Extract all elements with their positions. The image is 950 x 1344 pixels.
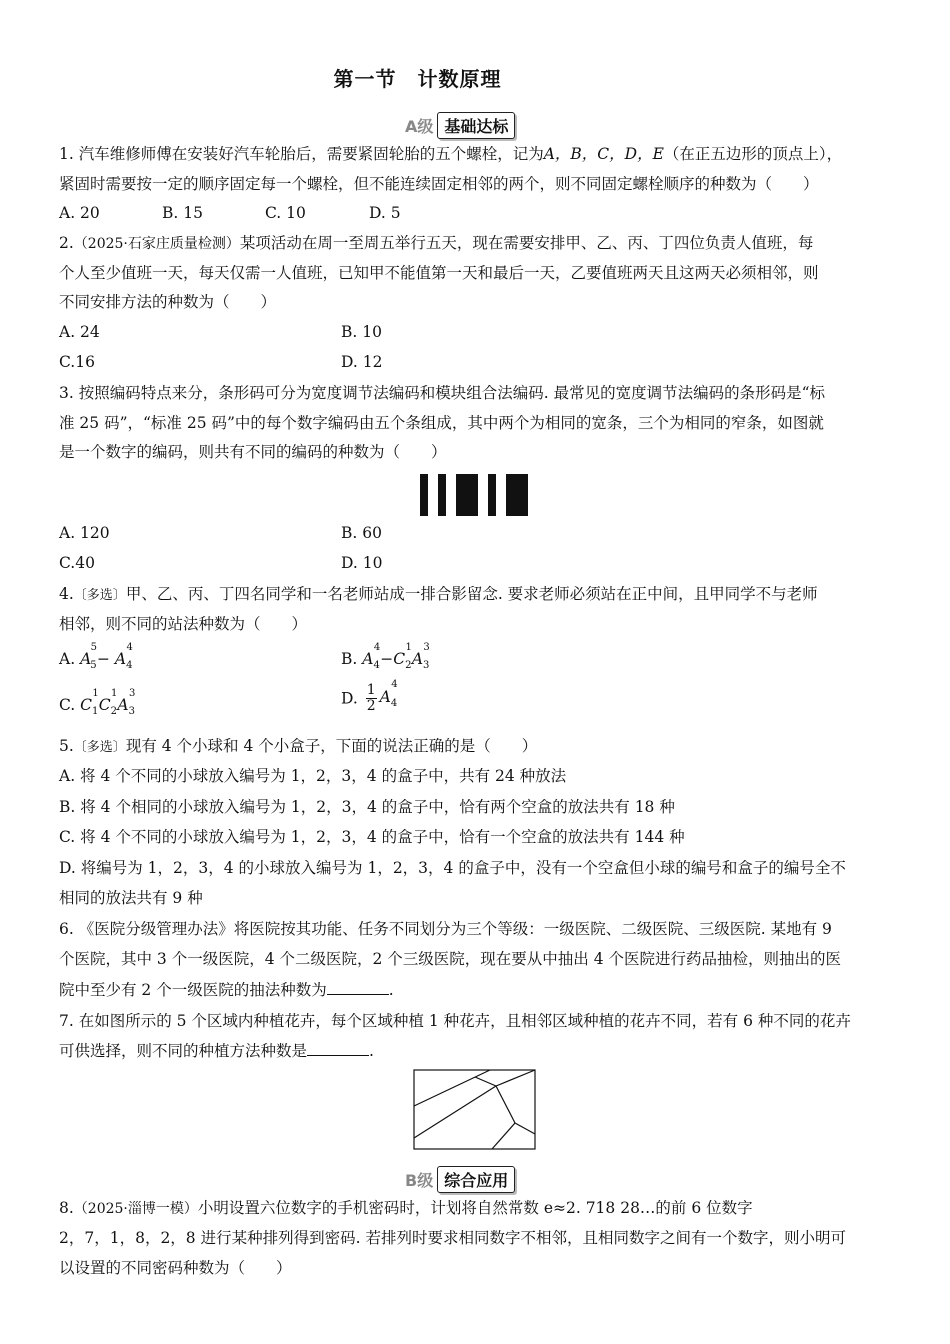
q2-option-c[interactable]: C.16: [59, 353, 95, 371]
q2-line3: 不同安排方法的种数为（ ）: [59, 293, 277, 311]
q4-line1: [59, 584, 818, 606]
barcode-figure: [418, 472, 530, 518]
q1-vars: A，B，C，D，E: [543, 145, 664, 163]
q2-line2: 个人至少值班一天，每天仅需一人值班，已知甲不能值第一天和最后一天，乙要值班两天且这两天必须相邻，则: [59, 264, 819, 282]
q4-multi-tag: 〔多选〕: [73, 588, 126, 603]
q4-option-b-label: B.: [341, 650, 358, 669]
q1-option-c[interactable]: C. 10: [265, 204, 306, 222]
q1-text: 1. 汽车维修师傅在安装好汽车轮胎后，需要紧固轮胎的五个螺栓，记为: [59, 145, 544, 163]
q5-option-b[interactable]: B. 将 4 个相同的小球放入编号为 1，2，3，4 的盒子中，恰有两个空盒的放法共有 18 种: [59, 798, 675, 816]
q4-option-d-formula: $A_4^4$: [379, 679, 398, 709]
q8-text: 小明设置六位数字的手机密码时，计划将自然常数 e≈2. 718 28…的前 6 位数字: [197, 1199, 753, 1217]
barcode-wide-bar-2: [506, 474, 528, 516]
q8-line3: 以设置的不同密码种数为（ ）: [59, 1259, 292, 1277]
level-a-name: 基础达标: [437, 112, 515, 139]
q3-line3: 是一个数字的编码，则共有不同的编码的种数为（ ）: [59, 443, 447, 461]
level-b-tag: B级: [405, 1170, 434, 1190]
q4-line2: 相邻，则不同的站法种数为（ ）: [59, 615, 308, 633]
region-divider-4: [496, 1070, 535, 1086]
q7-text: 可供选择，则不同的种植方法种数是: [59, 1042, 308, 1060]
q6-period: .: [388, 981, 394, 999]
q5-text: 现有 4 个小球和 4 个小盒子，下面的说法正确的是（ ）: [125, 737, 538, 755]
q3-option-c[interactable]: C.40: [59, 554, 95, 572]
q3-option-b[interactable]: B. 60: [341, 524, 382, 542]
q4-option-c-label: C.: [59, 696, 76, 715]
q1-option-a[interactable]: A. 20: [59, 204, 100, 222]
q8-line2: 2，7，1，8，2，8 进行某种排列得到密码. 若排列时要求相同数字不相邻，且相同数字之间有一个数字，则小明可: [59, 1229, 846, 1247]
region-divider-7: [515, 1123, 535, 1134]
q5-multi-tag: 〔多选〕: [73, 740, 126, 755]
q1-option-b[interactable]: B. 15: [162, 204, 203, 222]
q4-number: 4.: [59, 585, 74, 603]
q5-option-d[interactable]: D. 将编号为 1，2，3，4 的小球放入编号为 1，2，3，4 的盒子中，没有一个空盒但小球的编号和盒子的编号全不: [59, 859, 846, 877]
q7-line2: [59, 1041, 374, 1061]
q3-line2: 准 25 码”，“标准 25 码”中的每个数字编码由五个条组成，其中两个为相同的宽条，三个为相同的窄条，如图就: [59, 414, 824, 432]
level-b-header: [405, 1166, 515, 1192]
q8-number: 8.: [59, 1199, 74, 1217]
q4-option-b[interactable]: [341, 642, 430, 676]
region-divider-6: [492, 1123, 515, 1149]
q3-option-a[interactable]: A. 120: [59, 524, 110, 542]
q3-line1: 3. 按照编码特点来分，条形码可分为宽度调节法编码和模块组合法编码. 最常见的宽度调节法编码的条形码是“标: [59, 384, 825, 402]
barcode-narrow-bar-3: [488, 474, 496, 516]
region-figure: [412, 1068, 538, 1152]
q4-option-b-formula: $A_4^4-C_2^1A_3^3$: [362, 642, 430, 672]
q4-option-d-fraction: $\frac{1}{2}$: [366, 682, 376, 714]
q5-line1: [59, 736, 537, 758]
q4-option-a-formula: $A_5^5- A_4^4$: [80, 642, 133, 672]
q2-text: 某项活动在周一至周五举行五天，现在需要安排甲、乙、丙、丁四位负责人值班，每: [239, 234, 814, 252]
q7-period: .: [369, 1042, 374, 1060]
q6-line2: 个医院，其中 3 个一级医院，4 个二级医院，2 个三级医院，现在要从中抽出 4 个医院进行药品抽检，则抽出的医: [59, 950, 842, 968]
q5-option-c[interactable]: C. 将 4 个不同的小球放入编号为 1，2，3，4 的盒子中，恰有一个空盒的放法共有 144 种: [59, 828, 685, 846]
q8-line1: [59, 1198, 753, 1219]
q4-option-a[interactable]: [59, 642, 133, 676]
q3-option-d[interactable]: D. 10: [341, 554, 383, 572]
q1-option-d[interactable]: D. 5: [369, 204, 401, 222]
q2-line1: [59, 233, 813, 254]
q4-option-a-label: A.: [59, 650, 76, 669]
q7-answer-blank[interactable]: [307, 1041, 369, 1056]
level-a-tag: A级: [405, 116, 434, 136]
q5-option-d-cont: 相同的放法共有 9 种: [59, 889, 203, 907]
q4-option-c-formula: $C_1^1C_2^1A_3^3$: [80, 688, 136, 718]
barcode-wide-bar-1: [456, 474, 478, 516]
q2-number: 2.: [59, 234, 74, 252]
region-divider-1: [414, 1070, 490, 1106]
q4-option-d[interactable]: [341, 679, 398, 714]
region-divider-2: [475, 1077, 496, 1086]
level-b-name: 综合应用: [437, 1166, 515, 1193]
q4-option-c[interactable]: [59, 688, 136, 722]
q2-source: （2025·石家庄质量检测）: [73, 236, 240, 252]
region-divider-5: [496, 1086, 515, 1123]
q4-text: 甲、乙、丙、丁四名同学和一名老师站成一排合影留念. 要求老师必须站在正中间，且甲同学不与老师: [125, 585, 818, 603]
q6-line3: [59, 980, 394, 1000]
q6-text: 院中至少有 2 个一级医院的抽法种数为: [59, 981, 327, 999]
region-outer-border: [414, 1070, 535, 1149]
q5-number: 5.: [59, 737, 74, 755]
q4-option-d-label: D.: [341, 689, 358, 708]
region-divider-3: [414, 1086, 496, 1138]
q1-line2: 紧固时需要按一定的顺序固定每一个螺栓，但不能连续固定相邻的两个，则不同固定螺栓顺序的种数为（ ）: [59, 175, 819, 193]
q1-line1: [59, 144, 842, 164]
page-title: 第一节 计数原理: [333, 67, 502, 91]
q2-option-b[interactable]: B. 10: [341, 323, 382, 341]
q8-source: （2025·淄博一模）: [73, 1201, 198, 1217]
q1-text-cont: （在正五边形的顶点上），: [663, 145, 843, 163]
q7-line1: 7. 在如图所示的 5 个区域内种植花卉，每个区域种植 1 种花卉，且相邻区域种植的花卉不同，若有 6 种不同的花卉: [59, 1012, 851, 1030]
q2-option-d[interactable]: D. 12: [341, 353, 383, 371]
q6-line1: 6. 《医院分级管理办法》将医院按其功能、任务不同划分为三个等级：一级医院、二级医院、三级医院. 某地有 9: [59, 920, 832, 938]
level-a-header: [405, 112, 515, 138]
q5-option-a[interactable]: A. 将 4 个不同的小球放入编号为 1，2，3，4 的盒子中，共有 24 种放法: [59, 767, 567, 785]
barcode-narrow-bar-1: [420, 474, 428, 516]
barcode-narrow-bar-2: [438, 474, 446, 516]
q2-option-a[interactable]: A. 24: [59, 323, 100, 341]
q6-answer-blank[interactable]: [327, 980, 389, 995]
